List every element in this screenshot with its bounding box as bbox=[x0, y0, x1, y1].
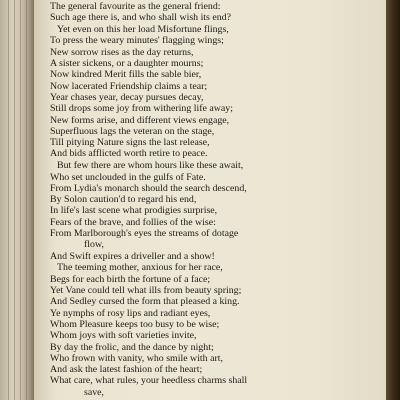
poem-line: From Marlborough's eyes the streams of dotage bbox=[50, 228, 239, 239]
poem-line: Ye nymphs of rosy lips and radiant eyes, bbox=[50, 307, 211, 319]
poem-line: Now lacerated Friendship claims a tear; bbox=[50, 80, 208, 92]
poem-line: save, bbox=[84, 386, 105, 398]
poem-line: By Solon caution'd to regard his end, bbox=[50, 194, 197, 206]
poem-line: And Sedley cursed the form that pleased a king. bbox=[50, 296, 240, 308]
poem-line: And Swift expires a driveller and a show! bbox=[50, 250, 215, 262]
poem-line: The teeming mother, anxious for her race, bbox=[57, 262, 223, 274]
poem-line: The general favourite as the general friend: bbox=[50, 1, 221, 12]
poem-line: Superfluous lags the veteran on the stage, bbox=[50, 125, 215, 137]
poem-line: And ask the latest fashion of the heart; bbox=[50, 364, 203, 376]
poem-line: From Lydia's monarch should the search descend, bbox=[50, 182, 247, 194]
poem-line: Till pitying Nature signs the last release, bbox=[50, 137, 210, 149]
poem-line: Yet Vane could tell what ills from beauty spring; bbox=[50, 285, 242, 296]
poem-line: In life's last scene what prodigies surprise, bbox=[50, 205, 218, 217]
book-page bbox=[34, 0, 386, 400]
poem-line: But few there are whom hours like these await, bbox=[57, 160, 244, 172]
poem-line: Now kindred Merit fills the sable bier, bbox=[50, 69, 202, 81]
poem-line: Who frown with vanity, who smile with art, bbox=[50, 352, 223, 364]
poem-line: A sister sickens, or a daughter mourns; bbox=[50, 58, 204, 69]
poem-line: By day the frolic, and the dance by night; bbox=[50, 341, 214, 353]
poem-line: Whom Pleasure keeps too busy to be wise; bbox=[50, 318, 220, 330]
book-spine bbox=[0, 0, 34, 400]
poem-line: Such age there is, and who shall wish its end? bbox=[50, 12, 232, 24]
poem-line: New sorrow rises as the day returns, bbox=[50, 46, 194, 58]
page-edge-shadow bbox=[386, 0, 400, 400]
poem-line: What care, what rules, your heedless charms shall bbox=[50, 375, 248, 387]
poem-line: Fears of the brave, and follies of the wise: bbox=[50, 216, 216, 228]
poem-line: Whom joys with soft varieties invite, bbox=[50, 330, 197, 342]
poem-line: Yet even on this her load Misfortune flings, bbox=[57, 24, 229, 36]
poem-line: Year chases year, decay pursues decay, bbox=[50, 91, 204, 103]
poem-line: Who set unclouded in the gulfs of Fate. bbox=[50, 171, 206, 183]
poem-line: New forms arise, and different views engage, bbox=[50, 114, 230, 126]
poem-line: Still drops some joy from withering life away; bbox=[50, 103, 233, 115]
poem-line: Begs for each birth the fortune of a face; bbox=[50, 273, 211, 285]
poem-line: And bids afflicted worth retire to peace. bbox=[50, 148, 208, 160]
poem-line: To press the weary minutes' flagging wings; bbox=[50, 35, 224, 47]
poem-line: flow, bbox=[84, 239, 104, 251]
